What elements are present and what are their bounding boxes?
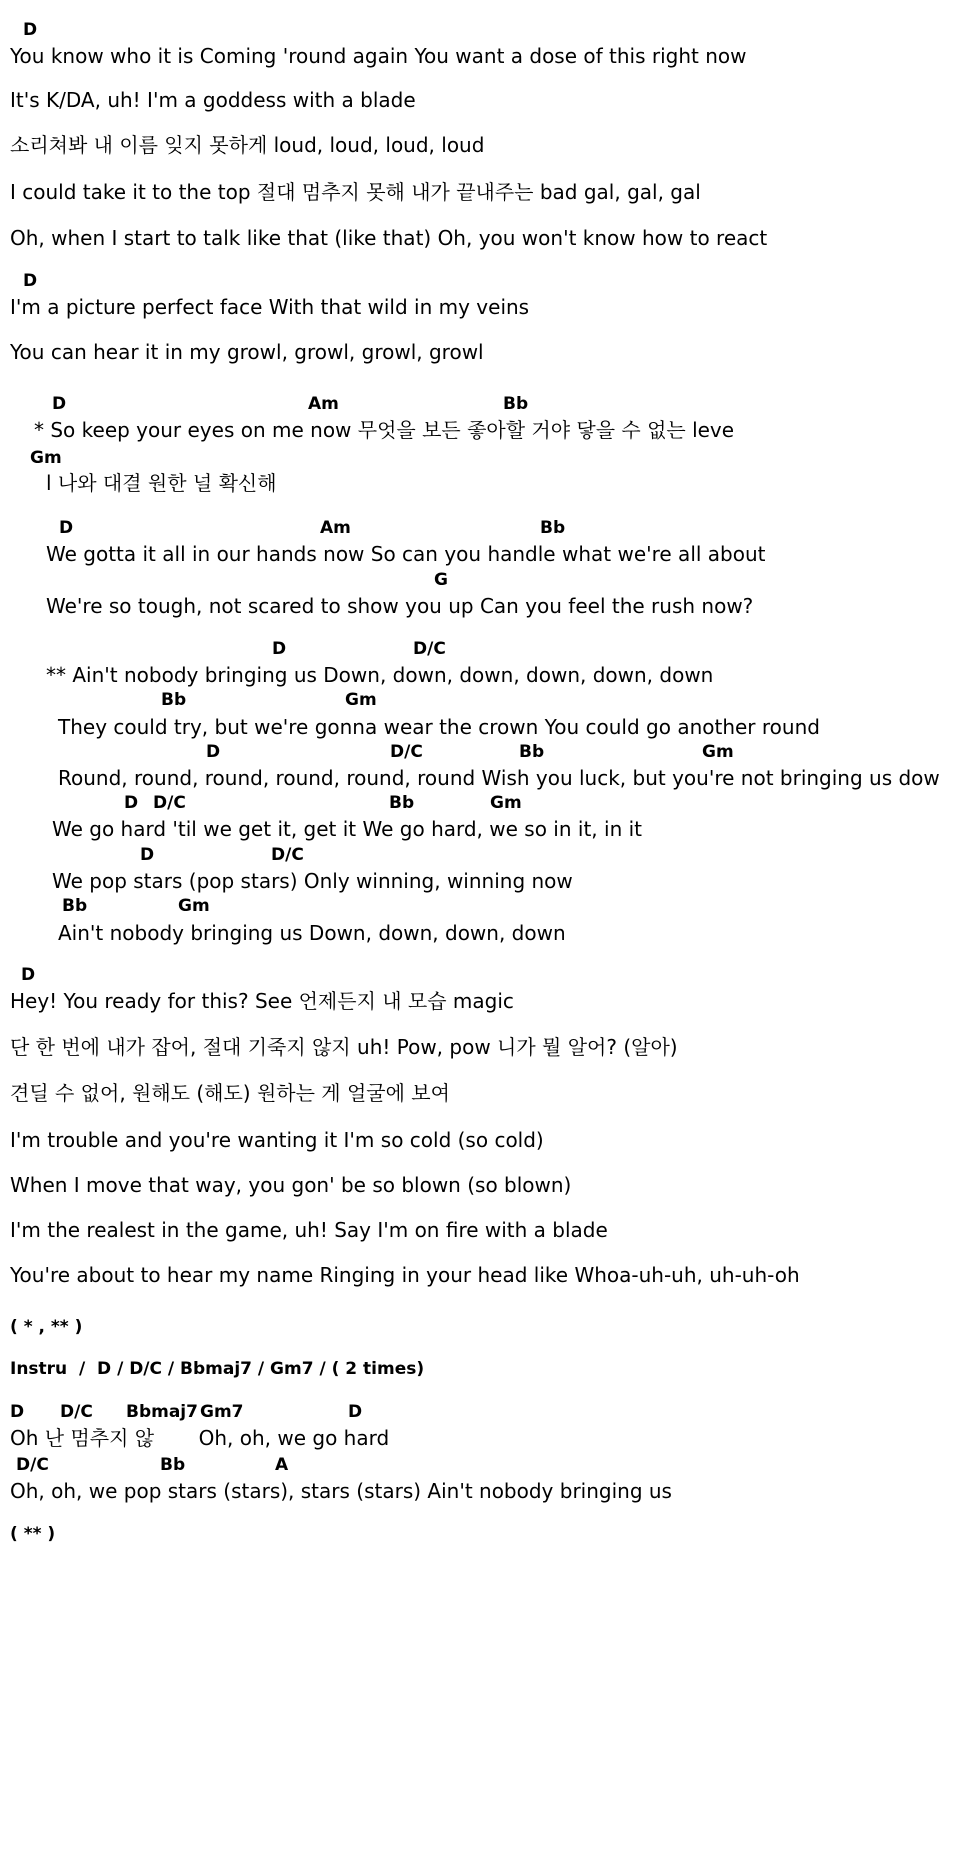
chord: D — [23, 20, 38, 40]
chord-line — [0, 896, 210, 916]
chord: D/C — [153, 793, 186, 813]
chord-line — [0, 793, 522, 813]
lyric-line: I'm the realest in the game, uh! Say I'm on fire with a blade — [10, 1218, 608, 1242]
chord-line — [0, 1455, 289, 1475]
chord: D — [52, 394, 67, 414]
chord: D/C — [60, 1402, 93, 1422]
chord: Gm — [345, 690, 377, 710]
chord: Gm — [490, 793, 522, 813]
lyric-line: Oh, oh, we pop stars (stars), stars (stars) Ain't nobody bringing us — [10, 1479, 672, 1503]
lyric-line: 단 한 번에 내가 잡어, 절대 기죽지 않지 uh! Pow, pow 니가 뭘 알어? (알아) — [10, 1035, 678, 1059]
lyric-line: You can hear it in my growl, growl, growl, growl — [10, 340, 484, 364]
chord: D — [23, 271, 38, 291]
chord-line — [0, 271, 38, 291]
chord-line — [0, 690, 377, 710]
lyric-line: ** Ain't nobody bringing us Down, down, down, down, down, down — [46, 663, 714, 687]
chord: D — [206, 742, 221, 762]
lyric-line: It's K/DA, uh! I'm a goddess with a blade — [10, 88, 416, 112]
lyric-line: We're so tough, not scared to show you up Can you feel the rush now? — [46, 594, 754, 618]
chord: D/C — [271, 845, 304, 865]
chord: Bb — [62, 896, 88, 916]
lyric-line: You know who it is Coming 'round again You want a dose of this right now — [10, 44, 747, 68]
lyric-line: We gotta it all in our hands now So can you handle what we're all about — [46, 542, 766, 566]
lyric-line: Round, round, round, round, round, round Wish you luck, but you're not bringing us dow — [58, 766, 940, 790]
chord: Bb — [540, 518, 566, 538]
chord-line — [0, 448, 62, 468]
chord: G — [434, 570, 448, 590]
lyric-line: We pop stars (pop stars) Only winning, winning now — [52, 869, 573, 893]
chord: D/C — [390, 742, 423, 762]
lyric-line: We go hard 'til we get it, get it We go hard, we so in it, in it — [52, 817, 642, 841]
chord: Bb — [161, 690, 187, 710]
instrumental-line: Instru / D / D/C / Bbmaj7 / Gm7 / ( 2 times) — [10, 1359, 425, 1379]
chord: D/C — [413, 639, 446, 659]
lyric-line: They could try, but we're gonna wear the crown You could go another round — [58, 715, 820, 739]
lyric-line: You're about to hear my name Ringing in your head like Whoa-uh-uh, uh-uh-oh — [10, 1263, 800, 1287]
chord: Am — [320, 518, 351, 538]
chord-line — [0, 20, 38, 40]
lyric-line: Hey! You ready for this? See 언제든지 내 모습 magic — [10, 989, 514, 1013]
repeat-marker: ( ** ) — [10, 1524, 56, 1544]
chord: D — [59, 518, 74, 538]
chord-line — [0, 965, 36, 985]
chord-line — [0, 742, 734, 762]
lyric-line: 견딜 수 없어, 원해도 (해도) 원하는 게 얼굴에 보여 — [10, 1081, 450, 1105]
lyric-line: When I move that way, you gon' be so blown (so blown) — [10, 1173, 572, 1197]
chord: D — [348, 1402, 363, 1422]
lyric-line: Ain't nobody bringing us Down, down, down, down — [58, 921, 566, 945]
chord: Bb — [503, 394, 529, 414]
chord: Gm — [702, 742, 734, 762]
chord-line — [0, 394, 529, 414]
lyric-line: I'm trouble and you're wanting it I'm so cold (so cold) — [10, 1128, 544, 1152]
chord-line — [0, 639, 446, 659]
chord: A — [275, 1455, 289, 1475]
chord: D/C — [16, 1455, 49, 1475]
lyric-line: I'm a picture perfect face With that wild in my veins — [10, 295, 530, 319]
chord-line — [0, 570, 448, 590]
lyric-line: I could take it to the top 절대 멈추지 못해 내가 끝내주는 bad gal, gal, gal — [10, 180, 701, 204]
chord: Gm — [30, 448, 62, 468]
chord: Gm — [178, 896, 210, 916]
chord: D — [272, 639, 287, 659]
chord: Bb — [160, 1455, 186, 1475]
chord: D — [124, 793, 139, 813]
lyric-line: * So keep your eyes on me now 무엇을 보든 좋아할 거야 닿을 수 없는 leve — [34, 418, 735, 442]
lyric-line: l 나와 대결 원한 널 확신해 — [46, 471, 277, 495]
chord: Gm7 — [200, 1402, 244, 1422]
chord: D — [21, 965, 36, 985]
chord-line — [0, 845, 304, 865]
chord: Bb — [389, 793, 415, 813]
chord-line — [0, 1402, 363, 1422]
lyric-line: 소리쳐봐 내 이름 잊지 못하게 loud, loud, loud, loud — [10, 133, 485, 157]
lyric-line: Oh 난 멈추지 않 Oh, oh, we go hard — [10, 1426, 390, 1450]
chord: Am — [308, 394, 339, 414]
chord: Bb — [519, 742, 545, 762]
chord-line — [0, 518, 566, 538]
chord: D — [10, 1402, 25, 1422]
chord: D — [140, 845, 155, 865]
repeat-marker: ( * , ** ) — [10, 1317, 83, 1337]
chord: Bbmaj7 — [126, 1402, 198, 1422]
lyric-line: Oh, when I start to talk like that (like that) Oh, you won't know how to react — [10, 226, 768, 250]
